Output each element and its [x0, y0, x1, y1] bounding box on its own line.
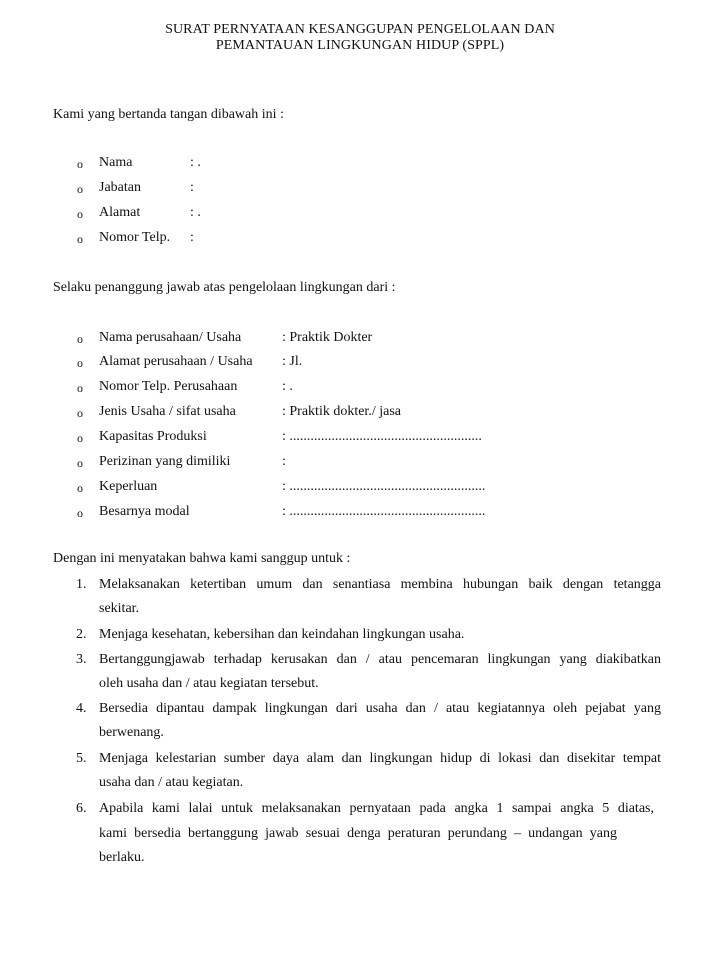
statement-text-line: Menjaga kelestarian sumber daya alam dan lingkungan hidup di lokasi dan disekitar tempat [99, 751, 661, 766]
signer-field-label: Alamat [99, 205, 141, 220]
statement-number: 2. [76, 627, 87, 642]
intro-text: Kami yang bertanda tangan dibawah ini : [53, 107, 284, 122]
bullet-marker: o [77, 207, 83, 221]
signer-field-value: : . [190, 205, 201, 220]
bullet-marker: o [77, 431, 83, 445]
company-field-label: Kapasitas Produksi [99, 429, 207, 444]
statement-text-line: kami bersedia bertanggung jawab sesuai denga peraturan perundang – undangan yang [99, 826, 617, 841]
bullet-marker: o [77, 356, 83, 370]
company-field-label: Besarnya modal [99, 504, 190, 519]
statement-number: 3. [76, 652, 87, 667]
document-title-line-1: SURAT PERNYATAAN KESANGGUPAN PENGELOLAAN DAN [165, 22, 555, 37]
statement-number: 6. [76, 801, 87, 816]
company-field-value: : . [282, 379, 293, 394]
statement-intro-text: Dengan ini menyatakan bahwa kami sanggup untuk : [53, 551, 351, 566]
signer-field-value: : [190, 230, 194, 245]
signer-field-label: Jabatan [99, 180, 141, 195]
company-field-value: : ........................................................ [282, 504, 486, 519]
company-field-value: : Jl. [282, 354, 303, 369]
statement-text-line: Bersedia dipantau dampak lingkungan dari usaha dan / atau kegiatannya oleh pejabat yang [99, 701, 661, 716]
statement-text-line: Bertanggungjawab terhadap kerusakan dan / atau pencemaran lingkungan yang diakibatkan [99, 652, 661, 667]
company-field-label: Jenis Usaha / sifat usaha [99, 404, 236, 419]
statement-text-line: Apabila kami lalai untuk melaksanakan pernyataan pada angka 1 sampai angka 5 diatas, [99, 801, 654, 816]
statement-text-line: Menjaga kesehatan, kebersihan dan keindahan lingkungan usaha. [99, 627, 465, 642]
company-field-label: Keperluan [99, 479, 158, 494]
statement-text-line: berlaku. [99, 850, 145, 865]
signer-field-label: Nomor Telp. [99, 230, 171, 245]
bullet-marker: o [77, 332, 83, 346]
statement-text-line: sekitar. [99, 601, 140, 616]
statement-number: 4. [76, 701, 87, 716]
bullet-marker: o [77, 406, 83, 420]
bullet-marker: o [77, 506, 83, 520]
company-field-value: : ....................................................... [282, 429, 482, 444]
statement-text-line: oleh usaha dan / atau kegiatan tersebut. [99, 676, 319, 691]
signer-field-value: : . [190, 155, 201, 170]
company-field-value: : ........................................................ [282, 479, 486, 494]
document-title-line-2: PEMANTAUAN LINGKUNGAN HIDUP (SPPL) [215, 38, 505, 53]
company-field-value: : Praktik dokter./ jasa [282, 404, 401, 419]
company-field-label: Nama perusahaan/ Usaha [99, 330, 242, 345]
responsible-intro-text: Selaku penanggung jawab atas pengelolaan lingkungan dari : [53, 280, 396, 295]
company-field-value: : Praktik Dokter [282, 330, 373, 345]
bullet-marker: o [77, 182, 83, 196]
signer-field-label: Nama [99, 155, 133, 170]
company-field-label: Alamat perusahaan / Usaha [99, 354, 253, 369]
bullet-marker: o [77, 157, 83, 171]
bullet-marker: o [77, 481, 83, 495]
signer-field-value: : [190, 180, 194, 195]
statement-text-line: berwenang. [99, 725, 164, 740]
company-field-value: : [282, 454, 286, 469]
bullet-marker: o [77, 456, 83, 470]
statement-text-line: Melaksanakan ketertiban umum dan senantiasa membina hubungan baik dengan tetangga [99, 577, 661, 592]
bullet-marker: o [77, 381, 83, 395]
company-field-label: Perizinan yang dimiliki [99, 454, 231, 469]
company-field-label: Nomor Telp. Perusahaan [99, 379, 238, 394]
statement-text-line: usaha dan / atau kegiatan. [99, 775, 244, 790]
statement-number: 1. [76, 577, 87, 592]
bullet-marker: o [77, 232, 83, 246]
statement-number: 5. [76, 751, 87, 766]
